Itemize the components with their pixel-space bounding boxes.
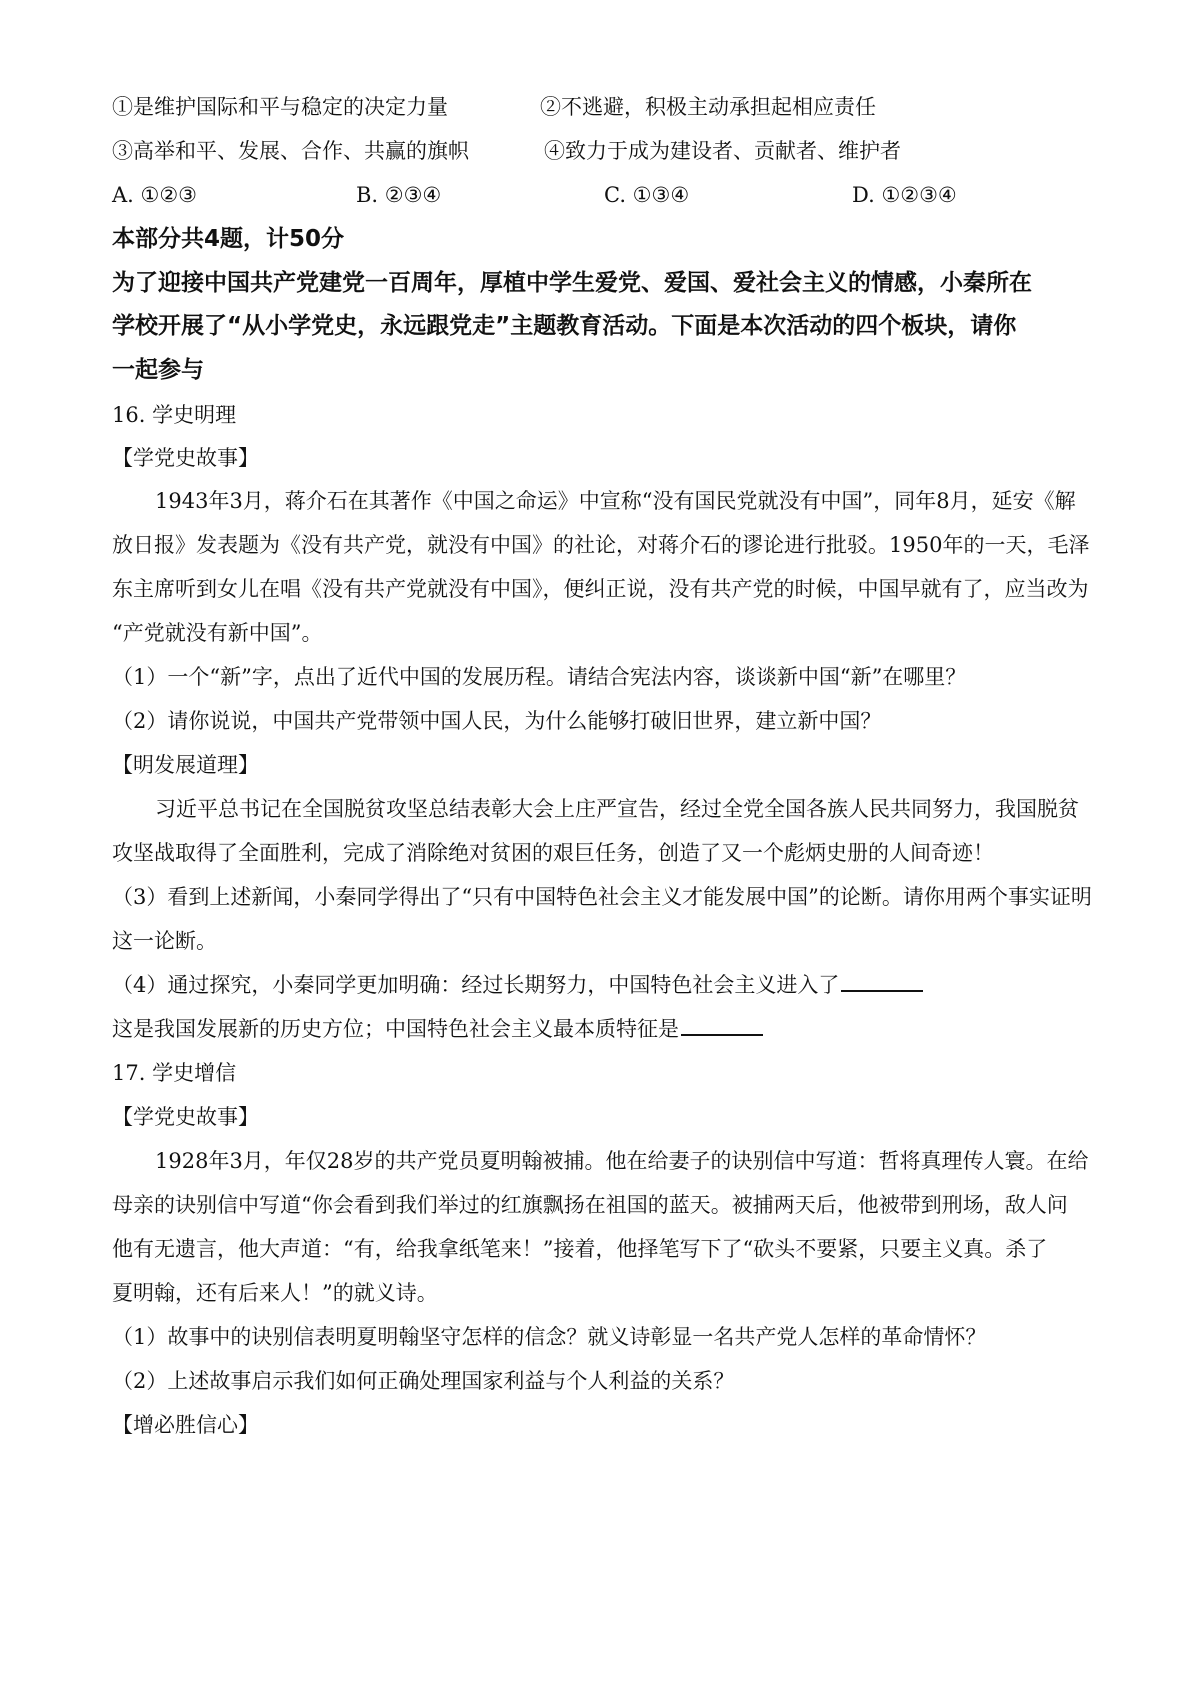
- option-3: ③高举和平、发展、合作、共赢的旗帜: [112, 139, 469, 163]
- choice-b: B. ②③④: [356, 183, 442, 207]
- q16-subheading-story: 【学党史故事】: [112, 446, 259, 470]
- q16-part-4-text-1: （4）通过探究，小秦同学更加明确：经过长期努力，中国特色社会主义进入了: [112, 973, 840, 997]
- q17-part-1: （1）故事中的诀别信表明夏明翰坚守怎样的信念？就义诗彰显一名共产党人怎样的革命情怀？: [112, 1325, 987, 1349]
- q16-title: 16. 学史明理: [112, 403, 237, 427]
- answer-blank-1[interactable]: [841, 988, 923, 992]
- q17-subheading-story: 【学党史故事】: [112, 1105, 259, 1129]
- q16-part-4-text-2: 这是我国发展新的历史方位；中国特色社会主义最本质特征是: [112, 1017, 679, 1041]
- q17-title: 17. 学史增信: [112, 1061, 237, 1085]
- q17-story-line-3: 他有无遗言，他大声道：“有，给我拿纸笔来！”接着，他择笔写下了“砍头不要紧，只要主义真。杀了: [112, 1237, 1048, 1261]
- q16-part-2: （2）请你说说，中国共产党带领中国人民，为什么能够打破旧世界，建立新中国？: [112, 709, 882, 733]
- answer-blank-2[interactable]: [681, 1032, 763, 1036]
- q17-story-line-1: 1928年3月，年仅28岁的共产党员夏明翰被捕。他在给妻子的诀别信中写道：哲将真理传人寰。在给: [155, 1149, 1089, 1173]
- q17-story-line-2: 母亲的诀别信中写道“你会看到我们举过的红旗飘扬在祖国的蓝天。被捕两天后，他被带到刑场，敌人问: [112, 1193, 1068, 1217]
- choice-c: C. ①③④: [604, 183, 690, 207]
- q16-part-3-line-1: （3）看到上述新闻，小秦同学得出了“只有中国特色社会主义才能发展中国”的论断。请你用两个事实证明: [112, 885, 1092, 909]
- q16-story-line-1: 1943年3月，蒋介石在其著作《中国之命运》中宣称“没有国民党就没有中国”，同年8月，延安《解: [155, 489, 1076, 513]
- q16-part-3-line-2: 这一论断。: [112, 929, 217, 953]
- option-4: ④致力于成为建设者、贡献者、维护者: [544, 139, 901, 163]
- q16-story-line-2: 放日报》发表题为《没有共产党，就没有中国》的社论，对蒋介石的谬论进行批驳。1950年的一天，毛泽: [112, 533, 1090, 557]
- q16-part-4-line-2: [112, 1014, 1102, 1044]
- section-intro-line-2: 学校开展了“从小学党史，永远跟党走”主题教育活动。下面是本次活动的四个板块，请你: [112, 313, 1017, 339]
- q16-story-line-3: 东主席听到女儿在唱《没有共产党就没有中国》，便纠正说，没有共产党的时候，中国早就有了，应当改为: [112, 577, 1089, 601]
- q16-story-line-4: “产党就没有新中国”。: [112, 621, 323, 645]
- q16-part-4-line-1: [112, 970, 1102, 1000]
- section-intro-line-1: 为了迎接中国共产党建党一百周年，厚植中学生爱党、爱国、爱社会主义的情感，小秦所在: [112, 270, 1032, 296]
- choice-d: D. ①②③④: [852, 183, 957, 207]
- q16-part-1: （1）一个“新”字，点出了近代中国的发展历程。请结合宪法内容，谈谈新中国“新”在哪里？: [112, 665, 967, 689]
- q17-part-2: （2）上述故事启示我们如何正确处理国家利益与个人利益的关系？: [112, 1369, 735, 1393]
- q16-news-line-1: 习近平总书记在全国脱贫攻坚总结表彰大会上庄严宣告，经过全党全国各族人民共同努力，我国脱贫: [155, 797, 1079, 821]
- q16-subheading-development: 【明发展道理】: [112, 753, 259, 777]
- q17-subheading-confidence: 【增必胜信心】: [112, 1413, 259, 1437]
- option-2: ②不逃避，积极主动承担起相应责任: [540, 95, 876, 119]
- section-heading: 本部分共4题，计50分: [112, 226, 345, 252]
- q16-news-line-2: 攻坚战取得了全面胜利，完成了消除绝对贫困的艰巨任务，创造了又一个彪炳史册的人间奇迹！: [112, 841, 994, 865]
- q17-story-line-4: 夏明翰，还有后来人！”的就义诗。: [112, 1281, 438, 1305]
- option-1: ①是维护国际和平与稳定的决定力量: [112, 95, 448, 119]
- choice-a: A. ①②③: [112, 183, 197, 207]
- section-intro-line-3: 一起参与: [112, 357, 204, 383]
